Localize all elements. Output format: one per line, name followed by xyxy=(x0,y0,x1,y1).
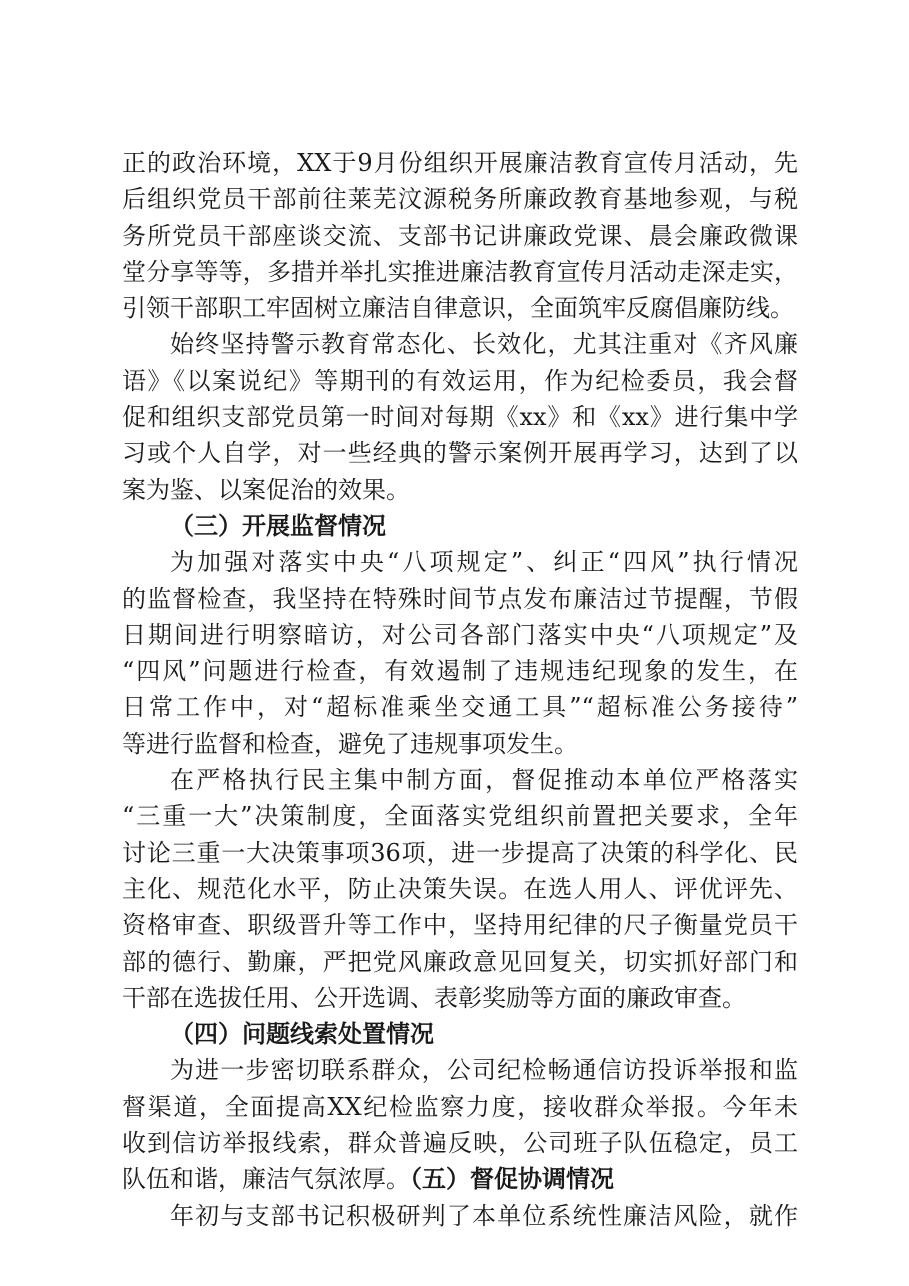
section-heading-5: （五）督促协调情况 xyxy=(410,1164,614,1194)
paragraph-line: 干部在选拔任用、公开选调、表彰奖励等方面的廉政审查。 xyxy=(122,983,746,1012)
paragraph-line: 正的政治环境，XX于9月份组织开展廉洁教育宣传月活动，先 xyxy=(122,149,798,177)
paragraph-line xyxy=(122,1161,798,1197)
paragraph-line: 案为鉴、以案促治的效果。 xyxy=(122,475,410,504)
paragraph-line: 日期间进行明察暗访，对公司各部门落实中央“八项规定”及 xyxy=(122,620,798,649)
section-heading-4: （四）问题线索处置情况 xyxy=(170,1019,434,1049)
paragraph-line: 语》《以案说纪》等期刊的有效运用，作为纪检委员，我会督 xyxy=(122,366,798,395)
paragraph-line: 为加强对落实中央“八项规定”、纠正“四风”执行情况 xyxy=(170,548,798,577)
paragraph-line: “四风”问题进行检查，有效遏制了违规违纪现象的发生，在 xyxy=(122,657,798,686)
paragraph-line: “三重一大”决策制度，全面落实党组织前置把关要求，全年 xyxy=(122,802,798,831)
paragraph-line: 资格审查、职级晋升等工作中，坚持用纪律的尺子衡量党员干 xyxy=(122,911,798,940)
section-heading-3: （三）开展监督情况 xyxy=(170,510,386,540)
paragraph-line: 等进行监督和检查，避免了违规事项发生。 xyxy=(122,729,578,758)
paragraph-line: 务所党员干部座谈交流、支部书记讲廉政党课、晨会廉政微课 xyxy=(122,221,798,250)
paragraph-line: 后组织党员干部前往莱芜汶源税务所廉政教育基地参观，与税 xyxy=(122,185,798,214)
paragraph-line: 堂分享等等，多措并举扎实推进廉洁教育宣传月活动走深走实， xyxy=(122,257,798,286)
paragraph-line: 日常工作中，对“超标准乘坐交通工具”“超标准公务接待” xyxy=(122,693,798,722)
paragraph-line: 主化、规范化水平，防止决策失误。在选人用人、评优评先、 xyxy=(122,874,798,903)
paragraph-line: 为进一步密切联系群众，公司纪检畅通信访投诉举报和监 xyxy=(170,1056,798,1085)
paragraph-line: 讨论三重一大决策事项36项，进一步提高了决策的科学化、民 xyxy=(122,838,798,867)
paragraph-line: 引领干部职工牢固树立廉洁自律意识，全面筑牢反腐倡廉防线。 xyxy=(122,294,794,323)
paragraph-line-text: 队伍和谐，廉洁气氛浓厚。 xyxy=(122,1165,410,1194)
document-body xyxy=(122,145,798,1234)
paragraph-line: 收到信访举报线索，群众普遍反映，公司班子队伍稳定，员工 xyxy=(122,1129,798,1158)
paragraph-line: 在严格执行民主集中制方面，督促推动本单位严格落实 xyxy=(170,766,798,795)
paragraph-line: 习或个人自学，对一些经典的警示案例开展再学习，达到了以 xyxy=(122,439,798,468)
paragraph-line: 年初与支部书记积极研判了本单位系统性廉洁风险，就作 xyxy=(170,1201,798,1230)
paragraph-line: 督渠道，全面提高XX纪检监察力度，接收群众举报。今年未 xyxy=(122,1092,798,1121)
paragraph-line: 促和组织支部党员第一时间对每期《xx》和《xx》进行集中学 xyxy=(122,403,798,432)
paragraph-line: 部的德行、勤廉，严把党风廉政意见回复关，切实抓好部门和 xyxy=(122,947,798,976)
paragraph-line: 的监督检查，我坚持在特殊时间节点发布廉洁过节提醒，节假 xyxy=(122,584,798,613)
paragraph-line: 始终坚持警示教育常态化、长效化，尤其注重对《齐风廉 xyxy=(170,330,798,359)
